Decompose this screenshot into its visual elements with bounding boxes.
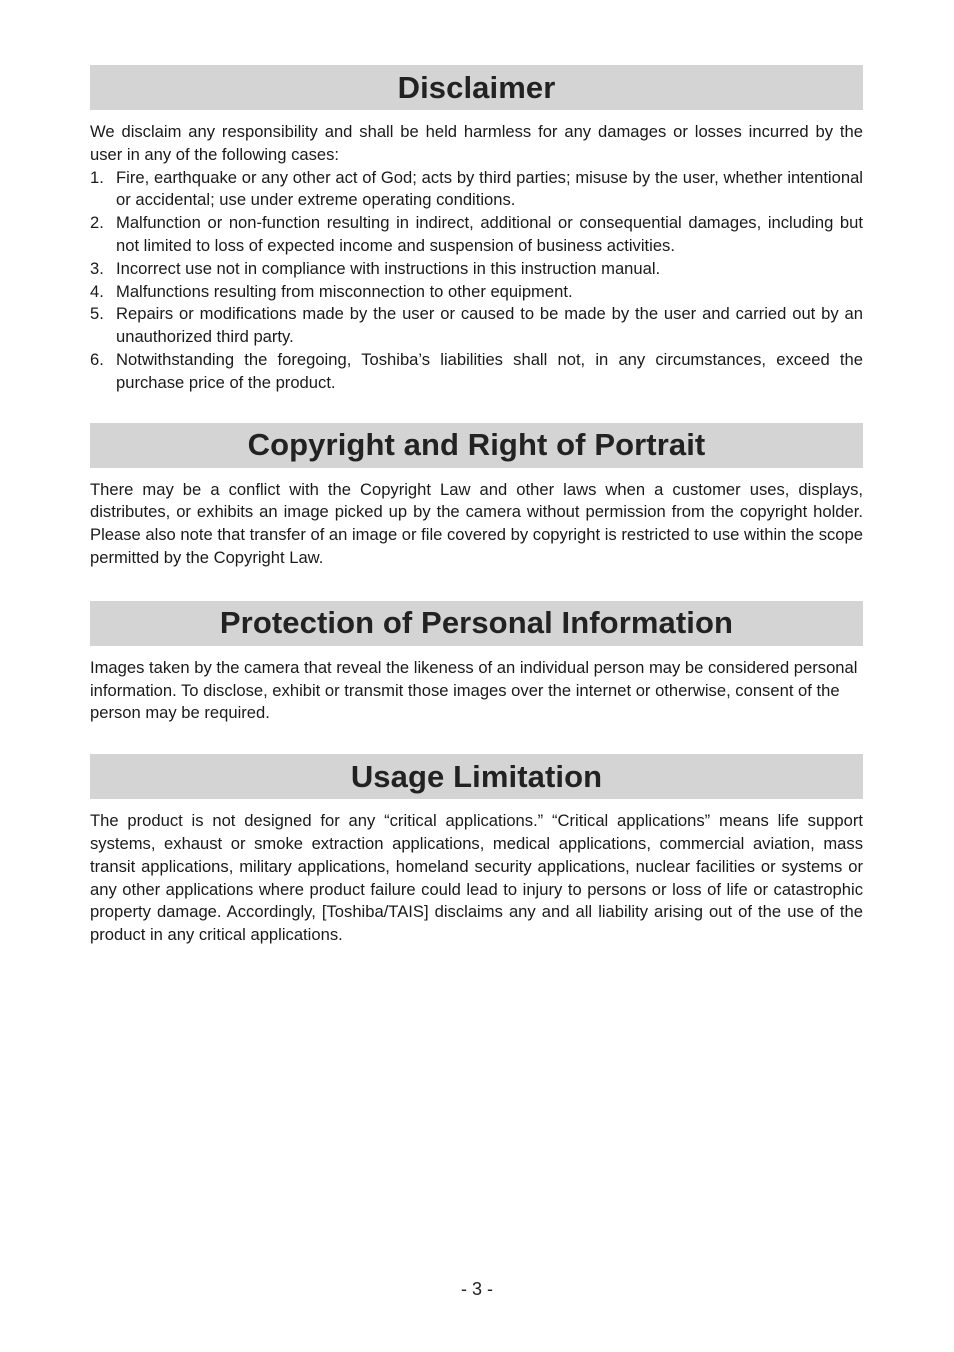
list-item-number: 5. <box>90 304 104 324</box>
list-item-number: 2. <box>90 213 104 233</box>
disclaimer-intro: We disclaim any responsibility and shall be held harmless for any damages or losses incurred by the user in any of the following cases: <box>90 122 863 164</box>
personal-information-section <box>90 601 863 725</box>
list-item <box>90 349 863 395</box>
section-title-usage-limitation: Usage Limitation <box>90 754 863 799</box>
list-item <box>90 258 863 281</box>
section-title-personal-information: Protection of Personal Information <box>90 601 863 646</box>
usage-limitation-section <box>90 754 863 947</box>
list-item-text: Malfunctions resulting from misconnection to other equipment. <box>116 281 573 301</box>
list-item-text: Repairs or modifications made by the user or caused to be made by the user and carried out by an unauthorized third party. <box>116 304 863 347</box>
list-item-text: Notwithstanding the foregoing, Toshiba’s liabilities shall not, in any circumstances, exceed the purchase price of the product. <box>116 349 863 392</box>
list-item <box>90 281 863 304</box>
list-item-number: 6. <box>90 349 104 369</box>
section-title-disclaimer: Disclaimer <box>90 65 863 110</box>
list-item-number: 3. <box>90 258 104 278</box>
list-item-text: Fire, earthquake or any other act of God; acts by third parties; misuse by the user, whether intentional or accidental; use under extreme operating conditions. <box>116 167 863 210</box>
copyright-body: There may be a conflict with the Copyright Law and other laws when a customer uses, displays, distributes, or exhibits an image picked up by the camera without permission from the copyright holder. Please also note that transfer of an image or file covered by copyright is restricted to use within the scope permitted by the Copyright Law. <box>90 479 863 567</box>
usage-limitation-body: The product is not designed for any “critical applications.” “Critical applications” means life support systems, exhaust or smoke extraction applications, medical applications, commercial aviation, mass transit applications, military applications, homeland security applications, nuclear facilities or systems or any other applications where product failure could lead to injury to persons or loss of life or catastrophic property damage. Accordingly, [Toshiba/TAIS] disclaims any and all liability arising out of the use of the product in any critical applications. <box>90 811 863 945</box>
list-item-text: Malfunction or non-function resulting in indirect, additional or consequential damages, including but not limited to loss of expected income and suspension of business activities. <box>116 213 863 255</box>
document-page <box>90 65 863 947</box>
disclaimer-section <box>90 65 863 395</box>
copyright-section <box>90 423 863 570</box>
list-item <box>90 167 863 213</box>
list-item <box>90 303 863 349</box>
page-number: - 3 - <box>460 1279 493 1299</box>
personal-information-body: Images taken by the camera that reveal the likeness of an individual person may be considered personal information. To disclose, exhibit or transmit those images over the internet or otherwise, consent of the person may be required. <box>90 657 858 723</box>
list-item-number: 4. <box>90 281 104 301</box>
list-item <box>90 212 863 258</box>
list-item-number: 1. <box>90 167 104 187</box>
list-item-text: Incorrect use not in compliance with instructions in this instruction manual. <box>116 258 661 278</box>
disclaimer-list <box>90 167 863 395</box>
section-title-copyright: Copyright and Right of Portrait <box>90 423 863 468</box>
